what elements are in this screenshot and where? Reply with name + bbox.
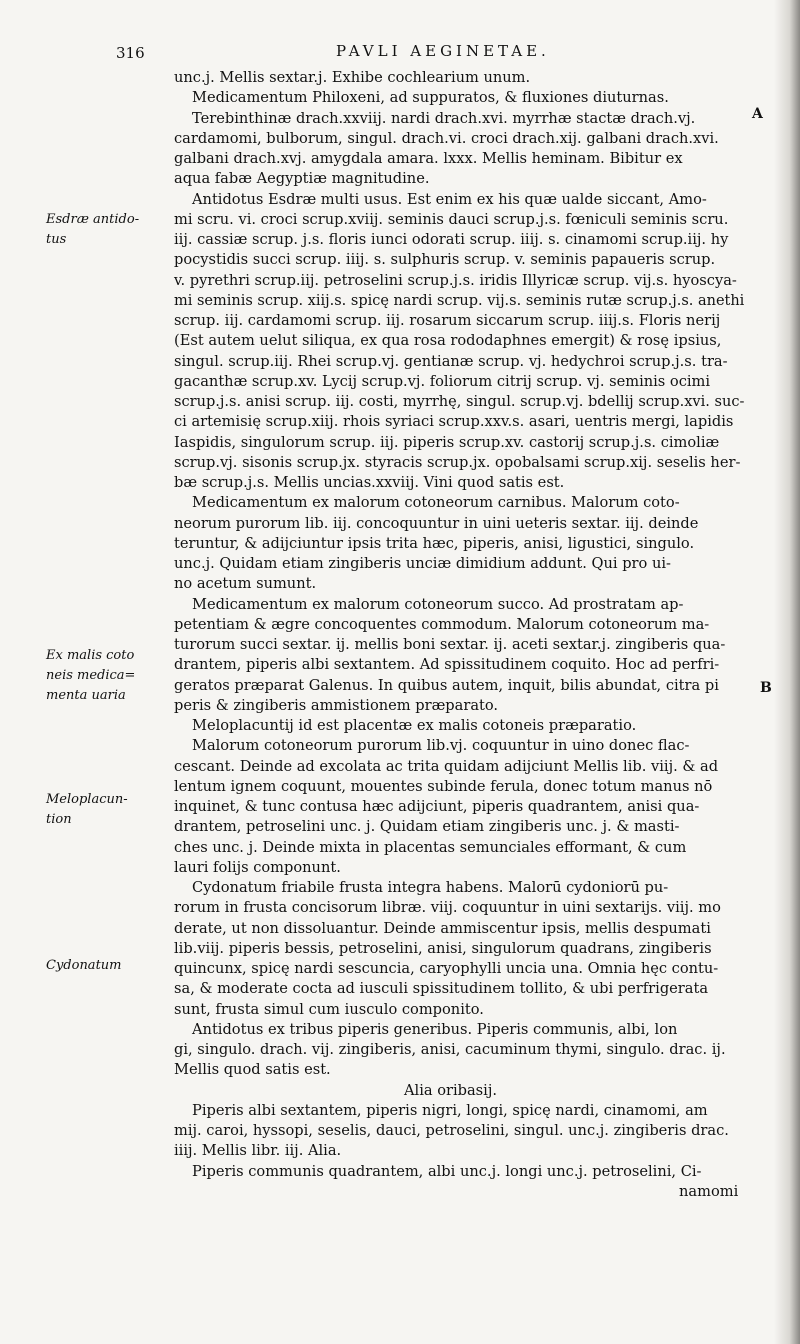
text-line: lentum ignem coquunt, mouentes subinde ferula, donec totum manus nō — [174, 777, 713, 795]
text-line: Meloplacuntij id est placentæ ex malis cotoneis præparatio. — [192, 717, 637, 734]
text-line: turorum succi sextar. ij. mellis boni sextar. ij. aceti sextar.j. zingiberis qua- — [174, 636, 726, 653]
text-line: singul. scrup.iij. Rhei scrup.vj. gentianæ scrup. vj. hedychroi scrup.j.s. tra- — [174, 352, 728, 370]
margin-note-line: neis medica= — [46, 668, 136, 683]
text-line: cescant. Deinde ad excolata ac trita quidam adijciunt Mellis lib. viij. & ad — [174, 757, 719, 775]
margin-note-cydonatum — [46, 956, 150, 976]
text-line: ches unc. j. Deinde mixta in placentas semunciales efformant, & cum — [174, 838, 687, 856]
margin-note-esdrae — [46, 210, 150, 250]
text-line: unc.j. Quidam etiam zingiberis unciæ dimidium addunt. Qui pro ui- — [174, 555, 671, 572]
text-line: no acetum sumunt. — [174, 575, 317, 593]
text-line: (Est autem uelut siliqua, ex qua rosa rododaphnes emergit) & rosę ipsius, — [174, 332, 722, 350]
page-edge-shadow — [774, 0, 800, 1344]
text-line: quincunx, spicę nardi sescuncia, caryophylli uncia una. Omnia hęc contu- — [174, 960, 719, 977]
text-line: Piperis communis quadrantem, albi unc.j. longi unc.j. petroselini, Ci- — [192, 1162, 702, 1180]
margin-note-line: menta uaria — [46, 688, 126, 703]
margin-note-meloplacuntion — [46, 790, 150, 830]
text-line: Cydonatum friabile frusta integra habens. Malorū cydoniorū pu- — [192, 879, 669, 896]
text-line: iij. cassiæ scrup. j.s. floris iunci odorati scrup. iiij. s. cinamomi scrup.iij. hy — [174, 231, 729, 248]
text-line: scrup. iij. cardamomi scrup. iij. rosarum siccarum scrup. iiij.s. Floris nerij — [174, 312, 721, 329]
text-line: iiij. Mellis libr. iij. Alia. — [174, 1142, 342, 1160]
text-line: gacanthæ scrup.xv. Lycij scrup.vj. foliorum citrij scrup. vj. seminis ocimi — [174, 372, 711, 390]
text-line: petentiam & ægre concoquentes commodum. Malorum cotoneorum ma- — [174, 615, 710, 633]
margin-note-line: Esdræ antido- — [46, 212, 140, 227]
margin-note-line: tus — [46, 232, 67, 247]
text-line: teruntur, & adijciuntur ipsis trita hæc, piperis, anisi, ligustici, singulo. — [174, 534, 695, 552]
text-line: mi seminis scrup. xiij.s. spicę nardi scrup. vij.s. seminis rutæ scrup.j.s. anethi — [174, 291, 745, 309]
text-line: derate, ut non dissoluantur. Deinde ammiscentur ipsis, mellis despumati — [174, 919, 711, 937]
text-line: Antidotus Esdræ multi usus. Est enim ex his quæ ualde siccant, Amo- — [192, 190, 707, 208]
page-number: 316 — [116, 44, 145, 62]
text-line: Antidotus ex tribus piperis generibus. Piperis communis, albi, lon — [192, 1020, 678, 1038]
text-line: ci artemisię scrup.xiij. rhois syriaci scrup.xxv.s. asari, uentris mergi, lapidis — [174, 413, 734, 431]
text-line: Medicamentum ex malorum cotoneorum carnibus. Malorum coto- — [192, 494, 680, 512]
text-line: Terebinthinæ drach.xxviij. nardi drach.xvi. myrrhæ stactæ drach.vj. — [192, 109, 696, 127]
text-line: Mellis quod satis est. — [174, 1061, 331, 1079]
text-line: scrup.vj. sisonis scrup.jx. styracis scrup.jx. opobalsami scrup.xij. seselis her- — [174, 453, 741, 471]
running-head: PAVLI AEGINETAE. — [336, 42, 550, 60]
text-line: rorum in frusta concisorum libræ. viij. coquuntur in uini sextarijs. viij. mo — [174, 899, 721, 917]
text-line: Alia oribasij. — [404, 1081, 498, 1099]
text-line: mij. caroi, hyssopi, seselis, dauci, petroselini, singul. unc.j. zingiberis drac. — [174, 1122, 729, 1139]
text-line: geratos præparat Galenus. In quibus autem, inquit, bilis abundat, citra pi — [174, 676, 719, 694]
text-line: v. pyrethri scrup.iij. petroselini scrup.j.s. iridis Illyricæ scrup. vij.s. hyoscya- — [174, 271, 737, 289]
text-line: sa, & moderate cocta ad iusculi spissitudinem tollito, & ubi perfrigerata — [174, 980, 709, 998]
text-line: Medicamentum Philoxeni, ad suppuratos, & fluxiones diuturnas. — [192, 89, 669, 107]
page-header — [116, 40, 726, 66]
text-line: scrup.j.s. anisi scrup. iij. costi, myrrhę, singul. scrup.vj. bdellij scrup.xvi. suc- — [174, 393, 745, 410]
text-line: drantem, piperis albi sextantem. Ad spissitudinem coquito. Hoc ad perfri- — [174, 656, 720, 674]
text-line: aqua fabæ Aegyptiæ magnitudine. — [174, 170, 430, 188]
text-line: drantem, petroselini unc. j. Quidam etiam zingiberis unc. j. & masti- — [174, 818, 680, 836]
text-line: unc.j. Mellis sextar.j. Exhibe cochlearium unum. — [174, 69, 531, 86]
text-line: gi, singulo. drach. vij. zingiberis, anisi, cacuminum thymi, singulo. drac. ij. — [174, 1041, 726, 1058]
text-line: galbani drach.xvj. amygdala amara. lxxx. Mellis heminam. Bibitur ex — [174, 150, 683, 167]
text-line: bæ scrup.j.s. Mellis uncias.xxviij. Vini quod satis est. — [174, 474, 565, 491]
text-line: peris & zingiberis ammistionem præparato. — [174, 696, 499, 714]
text-line: Iaspidis, singulorum scrup. iij. piperis scrup.xv. castorij scrup.j.s. cimoliæ — [174, 433, 720, 451]
text-line: neorum purorum lib. iij. concoquuntur in uini ueteris sextar. iij. deinde — [174, 514, 699, 532]
catchword: namomi — [679, 1182, 739, 1200]
margin-note-line: tion — [46, 812, 72, 827]
margin-note-line: Meloplacun- — [46, 792, 128, 807]
text-line: Medicamentum ex malorum cotoneorum succo. Ad prostratam ap- — [192, 595, 684, 613]
column-marker-a: A — [752, 106, 763, 122]
text-line: Piperis albi sextantem, piperis nigri, longi, spicę nardi, cinamomi, am — [192, 1101, 708, 1119]
text-line: cardamomi, bulborum, singul. drach.vi. croci drach.xij. galbani drach.xvi. — [174, 129, 719, 147]
margin-note-line: Ex malis coto — [46, 648, 135, 663]
margin-note-ex-malis — [46, 646, 150, 706]
text-line: inquinet, & tunc contusa hæc adijciunt, piperis quadrantem, anisi qua- — [174, 798, 700, 815]
main-text — [174, 68, 744, 1202]
text-line: Malorum cotoneorum purorum lib.vj. coquuntur in uino donec flac- — [192, 737, 690, 755]
text-line: lauri folijs componunt. — [174, 858, 341, 876]
text-line: sunt, frusta simul cum iusculo componito. — [174, 1000, 484, 1018]
column-marker-b: B — [760, 680, 772, 696]
margin-note-line: Cydonatum — [46, 958, 122, 973]
text-line: pocystidis succi scrup. iiij. s. sulphuris scrup. v. seminis papaueris scrup. — [174, 251, 716, 269]
text-line: lib.viij. piperis bessis, petroselini, anisi, singulorum quadrans, zingiberis — [174, 939, 712, 957]
text-line: mi scru. vi. croci scrup.xviij. seminis dauci scrup.j.s. fœniculi seminis scru. — [174, 210, 729, 228]
